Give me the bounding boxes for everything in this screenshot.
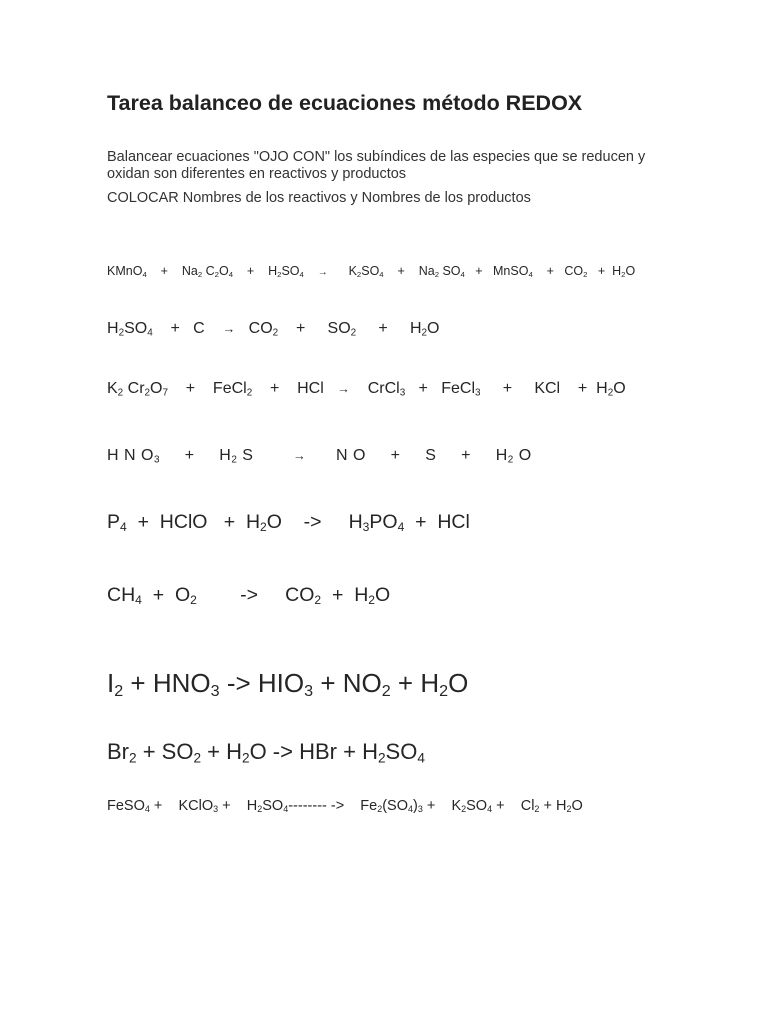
equation-2: $H_2SO_4$ + C → $CO_2$ + $SO_2$ + $H_2O$: [107, 320, 440, 339]
equation-5: $P_4$ + HClO + $H_2O$ -> $H_3PO_4$ + HCl: [107, 511, 470, 535]
equation-6: $CH_4 + O_2$ -> $CO_2 + H_2O$: [107, 584, 391, 608]
instruction-text: Balancear ecuaciones "OJO CON" los subíndices de las especies que se reducen y oxidan son diferentes en reactivos y productos: [107, 149, 646, 182]
equation-3: $K_2$ $Cr_2O_7$ + FeCl$_2$ + HCl → CrCl$_3$ + FeCl$_3$ + KCl + $H_2O$: [107, 380, 626, 399]
page-title: Tarea balanceo de ecuaciones método REDOX: [107, 91, 583, 115]
instruction-text-names: COLOCAR Nombres de los reactivos y Nombres de los productos: [107, 190, 531, 206]
equation-7: $I_2 + HNO_3 -> HIO_3 + NO_2 + H_2O$: [107, 668, 469, 701]
equation-9: FeSO$_4$ + KClO$_3$ + $H_2SO_4--------$ -> $Fe_2(SO_4)_3$ + $K_2SO_4$ + $Cl_2 + H_2O$: [107, 798, 583, 815]
equation-8: $Br_2 + SO_2 + H_2O$ -> HBr + $H_2SO_4$: [107, 739, 425, 766]
equation-4: H N $O_3$ + $H_2$ S → N O + S + $H_2$ O: [107, 447, 532, 466]
equation-1: KMnO$_4$ + $Na_2$ $C_2O_4$ + $H_2SO_4$ → $K_2SO_4$ + $Na_2$ $SO_4$ + MnSO$_4$ + $CO_2 + H_2O$: [107, 264, 636, 279]
